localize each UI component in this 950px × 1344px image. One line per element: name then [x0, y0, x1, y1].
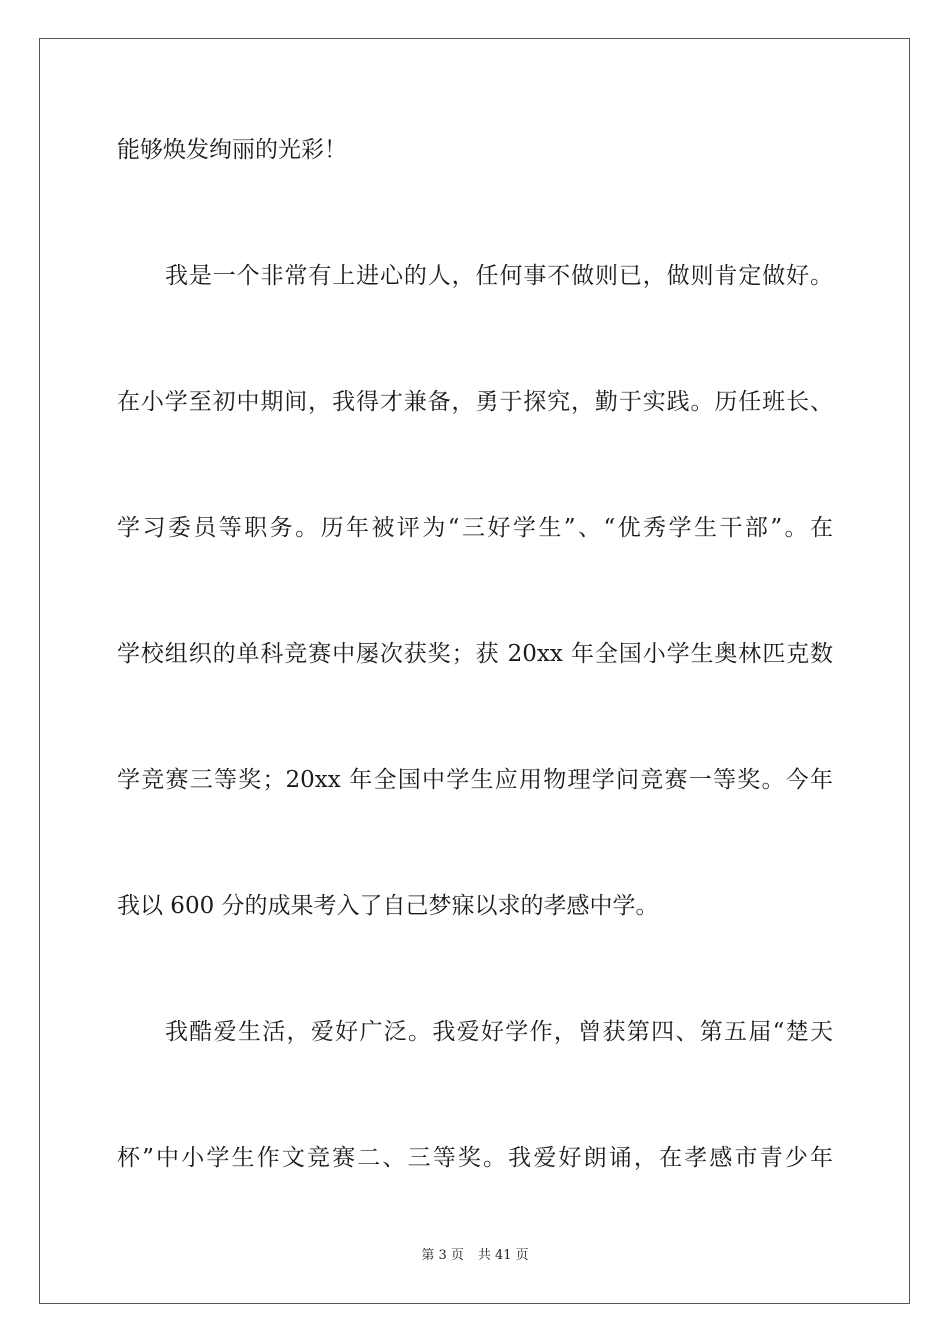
page-border	[39, 38, 910, 1304]
text-line-5: 学校组织的单科竞赛中屡次获奖；获 20xx 年全国小学生奥林匹克数	[117, 641, 833, 667]
text-line-1: 能够焕发绚丽的光彩！	[117, 137, 347, 163]
page-total: 共 41 页	[477, 1248, 529, 1263]
text-line-7: 我以 600 分的成果考入了自己梦寐以求的孝感中学。	[117, 893, 659, 919]
text-line-8: 我酷爱生活，爱好广泛。我爱好学作，曾获第四、第五届“楚天	[165, 1019, 833, 1045]
text-line-6: 学竞赛三等奖；20xx 年全国中学生应用物理学问竞赛一等奖。今年	[117, 767, 833, 793]
text-line-9: 杯”中小学生作文竞赛二、三等奖。我爱好朗诵，在孝感市青少年	[117, 1145, 833, 1171]
text-line-3: 在小学至初中期间，我得才兼备，勇于探究，勤于实践。历任班长、	[117, 389, 833, 415]
text-line-2: 我是一个非常有上进心的人，任何事不做则已，做则肯定做好。	[165, 263, 833, 289]
text-line-4: 学习委员等职务。历年被评为“三好学生”、“优秀学生干部”。在	[117, 515, 833, 541]
page-footer	[0, 1247, 950, 1265]
page-number: 第 3 页	[421, 1248, 464, 1263]
